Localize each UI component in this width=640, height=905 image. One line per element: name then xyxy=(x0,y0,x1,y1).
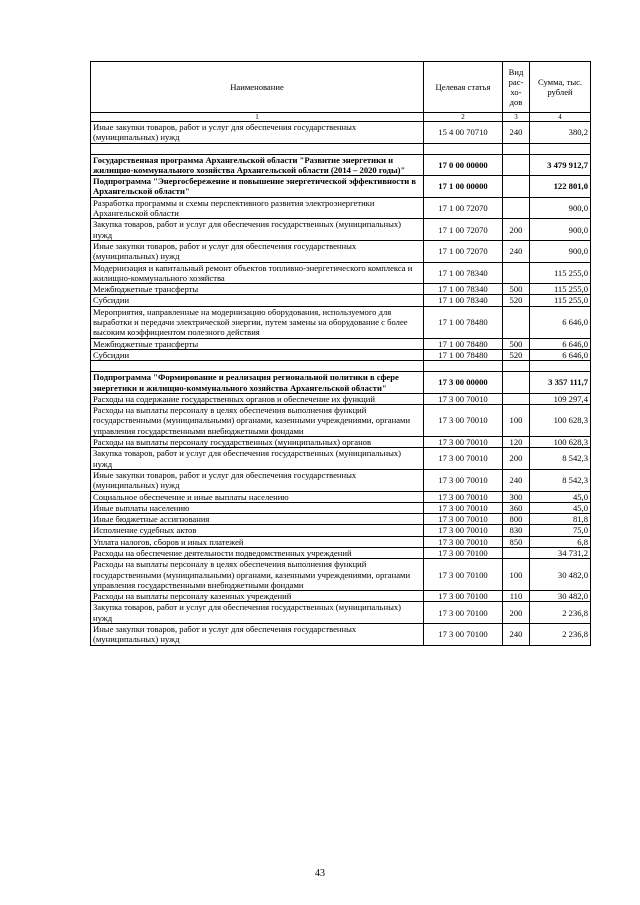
row-expense-type: 100 xyxy=(503,559,530,591)
row-expense-type: 200 xyxy=(503,602,530,624)
row-target-code: 17 3 00 70010 xyxy=(424,437,503,448)
row-target-code: 17 1 00 78340 xyxy=(424,295,503,306)
spacer-cell xyxy=(503,361,530,372)
table-row xyxy=(91,405,591,437)
row-target-code: 17 1 00 72070 xyxy=(424,240,503,262)
row-expense-type: 300 xyxy=(503,491,530,502)
row-sum: 75,0 xyxy=(530,525,591,536)
row-sum: 100 628,3 xyxy=(530,405,591,437)
table-row xyxy=(91,122,591,144)
row-sum: 8 542,3 xyxy=(530,448,591,470)
table-row xyxy=(91,393,591,404)
row-sum: 109 297,4 xyxy=(530,393,591,404)
row-target-code: 17 1 00 78340 xyxy=(424,262,503,284)
row-name: Уплата налогов, сборов и иных платежей xyxy=(91,536,424,547)
row-expense-type: 520 xyxy=(503,295,530,306)
row-name: Иные бюджетные ассигнования xyxy=(91,514,424,525)
row-sum: 45,0 xyxy=(530,491,591,502)
header-name: Наименование xyxy=(91,62,424,113)
row-target-code: 17 3 00 70100 xyxy=(424,591,503,602)
row-target-code: 17 1 00 72070 xyxy=(424,197,503,219)
table-row xyxy=(91,176,591,198)
row-name: Субсидии xyxy=(91,295,424,306)
row-target-code: 17 3 00 70100 xyxy=(424,547,503,558)
row-sum: 81,8 xyxy=(530,514,591,525)
row-sum: 900,0 xyxy=(530,197,591,219)
row-sum: 100 628,3 xyxy=(530,437,591,448)
row-sum: 900,0 xyxy=(530,240,591,262)
table-row xyxy=(91,469,591,491)
row-sum: 115 255,0 xyxy=(530,284,591,295)
spacer-cell xyxy=(91,361,424,372)
row-name: Расходы на выплаты персоналу в целях обеспечения выполнения функций государственными (муниципальными) органами, казенными учреждениями, органами управления государственными внебюджетными фондами xyxy=(91,559,424,591)
table-row xyxy=(91,240,591,262)
column-number: 4 xyxy=(530,113,591,122)
row-target-code: 17 3 00 70010 xyxy=(424,405,503,437)
column-number-row xyxy=(91,113,591,122)
row-name: Иные закупки товаров, работ и услуг для обеспечения государственных (муниципальных) нужд xyxy=(91,240,424,262)
row-name: Подпрограмма "Формирование и реализация региональной политики в сфере энергетики и жилищно-коммунального хозяйства Архангельской области" xyxy=(91,372,424,394)
row-name: Иные закупки товаров, работ и услуг для обеспечения государственных (муниципальных) нужд xyxy=(91,469,424,491)
table-row xyxy=(91,602,591,624)
row-expense-type: 360 xyxy=(503,502,530,513)
row-target-code: 17 1 00 78480 xyxy=(424,306,503,338)
table-row xyxy=(91,295,591,306)
table-row xyxy=(91,197,591,219)
row-target-code: 17 1 00 72070 xyxy=(424,219,503,241)
row-name: Иные закупки товаров, работ и услуг для обеспечения государственных (муниципальных) нужд xyxy=(91,624,424,646)
table-header-row xyxy=(91,62,591,113)
table-row xyxy=(91,349,591,360)
budget-table xyxy=(90,61,591,646)
row-expense-type xyxy=(503,262,530,284)
row-name: Закупка товаров, работ и услуг для обеспечения государственных (муниципальных) нужд xyxy=(91,602,424,624)
row-expense-type: 850 xyxy=(503,536,530,547)
row-expense-type: 240 xyxy=(503,469,530,491)
row-name: Социальное обеспечение и иные выплаты населению xyxy=(91,491,424,502)
row-target-code: 17 3 00 70010 xyxy=(424,448,503,470)
row-name: Государственная программа Архангельской области "Развитие энергетики и жилищно-коммунального хозяйства Архангельской области (2014 – 2020 годы)" xyxy=(91,154,424,176)
row-target-code: 17 3 00 70010 xyxy=(424,536,503,547)
row-name: Субсидии xyxy=(91,349,424,360)
row-sum: 6,8 xyxy=(530,536,591,547)
spacer-cell xyxy=(424,143,503,154)
row-expense-type xyxy=(503,393,530,404)
row-expense-type: 100 xyxy=(503,405,530,437)
row-expense-type: 500 xyxy=(503,284,530,295)
row-expense-type: 110 xyxy=(503,591,530,602)
row-sum: 6 646,0 xyxy=(530,349,591,360)
table-row xyxy=(91,536,591,547)
row-target-code: 17 3 00 70010 xyxy=(424,514,503,525)
budget-table-body xyxy=(91,62,591,646)
row-name: Межбюджетные трансферты xyxy=(91,338,424,349)
row-name: Закупка товаров, работ и услуг для обеспечения государственных (муниципальных) нужд xyxy=(91,448,424,470)
table-row xyxy=(91,284,591,295)
row-sum: 115 255,0 xyxy=(530,262,591,284)
row-sum: 45,0 xyxy=(530,502,591,513)
row-sum: 6 646,0 xyxy=(530,306,591,338)
row-expense-type xyxy=(503,176,530,198)
spacer-cell xyxy=(503,143,530,154)
row-target-code: 17 3 00 00000 xyxy=(424,372,503,394)
row-name: Межбюджетные трансферты xyxy=(91,284,424,295)
row-expense-type: 120 xyxy=(503,437,530,448)
table-row xyxy=(91,559,591,591)
row-expense-type xyxy=(503,154,530,176)
row-name: Расходы на выплаты персоналу в целях обеспечения выполнения функций государственными (муниципальными) органами, казенными учреждениями, органами управления государственными внебюджетными фондами xyxy=(91,405,424,437)
row-name: Расходы на выплаты персоналу казенных учреждений xyxy=(91,591,424,602)
column-number: 3 xyxy=(503,113,530,122)
header-vr: Вид рас-хо-дов xyxy=(503,62,530,113)
row-expense-type: 240 xyxy=(503,624,530,646)
row-name: Иные выплаты населению xyxy=(91,502,424,513)
row-sum: 30 482,0 xyxy=(530,591,591,602)
row-expense-type: 200 xyxy=(503,219,530,241)
row-expense-type: 240 xyxy=(503,240,530,262)
row-sum: 3 357 111,7 xyxy=(530,372,591,394)
row-target-code: 17 3 00 70010 xyxy=(424,491,503,502)
row-name: Иные закупки товаров, работ и услуг для обеспечения государственных (муниципальных) нужд xyxy=(91,122,424,144)
table-row xyxy=(91,547,591,558)
table-row xyxy=(91,262,591,284)
row-expense-type: 240 xyxy=(503,122,530,144)
row-sum: 34 731,2 xyxy=(530,547,591,558)
row-name: Подпрограмма "Энергосбережение и повышение энергетической эффективности в Архангельской области" xyxy=(91,176,424,198)
header-code: Целевая статья xyxy=(424,62,503,113)
row-target-code: 17 3 00 70100 xyxy=(424,624,503,646)
table-row xyxy=(91,525,591,536)
table-row xyxy=(91,154,591,176)
spacer-cell xyxy=(530,361,591,372)
table-row xyxy=(91,502,591,513)
spacer-cell xyxy=(424,361,503,372)
table-row xyxy=(91,338,591,349)
row-name: Расходы на обеспечение деятельности подведомственных учреждений xyxy=(91,547,424,558)
row-sum: 2 236,8 xyxy=(530,624,591,646)
row-expense-type: 500 xyxy=(503,338,530,349)
row-target-code: 17 1 00 78480 xyxy=(424,349,503,360)
row-target-code: 17 1 00 00000 xyxy=(424,176,503,198)
row-target-code: 17 3 00 70010 xyxy=(424,502,503,513)
row-target-code: 17 3 00 70010 xyxy=(424,393,503,404)
spacer-cell xyxy=(530,143,591,154)
column-number: 1 xyxy=(91,113,424,122)
row-expense-type xyxy=(503,197,530,219)
row-expense-type: 800 xyxy=(503,514,530,525)
table-row xyxy=(91,591,591,602)
row-name: Модернизация и капитальный ремонт объектов топливно-энергетического комплекса и жилищно-коммунального хозяйства xyxy=(91,262,424,284)
header-sum: Сумма, тыс. рублей xyxy=(530,62,591,113)
table-row xyxy=(91,624,591,646)
table-row xyxy=(91,306,591,338)
table-row xyxy=(91,437,591,448)
row-sum: 2 236,8 xyxy=(530,602,591,624)
row-expense-type xyxy=(503,547,530,558)
row-name: Разработка программы и схемы перспективного развития электроэнергетики Архангельской области xyxy=(91,197,424,219)
row-sum: 6 646,0 xyxy=(530,338,591,349)
row-name: Расходы на выплаты персоналу государственных (муниципальных) органов xyxy=(91,437,424,448)
row-target-code: 17 1 00 78480 xyxy=(424,338,503,349)
row-target-code: 15 4 00 70710 xyxy=(424,122,503,144)
row-sum: 122 801,0 xyxy=(530,176,591,198)
row-expense-type: 200 xyxy=(503,448,530,470)
column-number: 2 xyxy=(424,113,503,122)
row-sum: 3 479 912,7 xyxy=(530,154,591,176)
row-sum: 30 482,0 xyxy=(530,559,591,591)
table-row xyxy=(91,491,591,502)
row-sum: 8 542,3 xyxy=(530,469,591,491)
row-name: Мероприятия, направленные на модернизацию оборудования, используемого для выработки и передачи электрической энергии, путем замены на оборудование с более высоким коэффициентом полезного действия xyxy=(91,306,424,338)
row-name: Расходы на содержание государственных органов и обеспечение их функций xyxy=(91,393,424,404)
row-expense-type xyxy=(503,306,530,338)
spacer-row xyxy=(91,361,591,372)
row-expense-type: 830 xyxy=(503,525,530,536)
row-target-code: 17 3 00 70100 xyxy=(424,602,503,624)
row-sum: 380,2 xyxy=(530,122,591,144)
row-sum: 900,0 xyxy=(530,219,591,241)
row-target-code: 17 0 00 00000 xyxy=(424,154,503,176)
table-row xyxy=(91,448,591,470)
row-name: Закупка товаров, работ и услуг для обеспечения государственных (муниципальных) нужд xyxy=(91,219,424,241)
row-target-code: 17 3 00 70010 xyxy=(424,525,503,536)
row-target-code: 17 3 00 70010 xyxy=(424,469,503,491)
row-expense-type: 520 xyxy=(503,349,530,360)
row-expense-type xyxy=(503,372,530,394)
row-sum: 115 255,0 xyxy=(530,295,591,306)
row-name: Исполнение судебных актов xyxy=(91,525,424,536)
row-target-code: 17 1 00 78340 xyxy=(424,284,503,295)
row-target-code: 17 3 00 70100 xyxy=(424,559,503,591)
table-row xyxy=(91,514,591,525)
spacer-row xyxy=(91,143,591,154)
table-row xyxy=(91,372,591,394)
table-row xyxy=(91,219,591,241)
page-number: 43 xyxy=(315,868,325,879)
spacer-cell xyxy=(91,143,424,154)
